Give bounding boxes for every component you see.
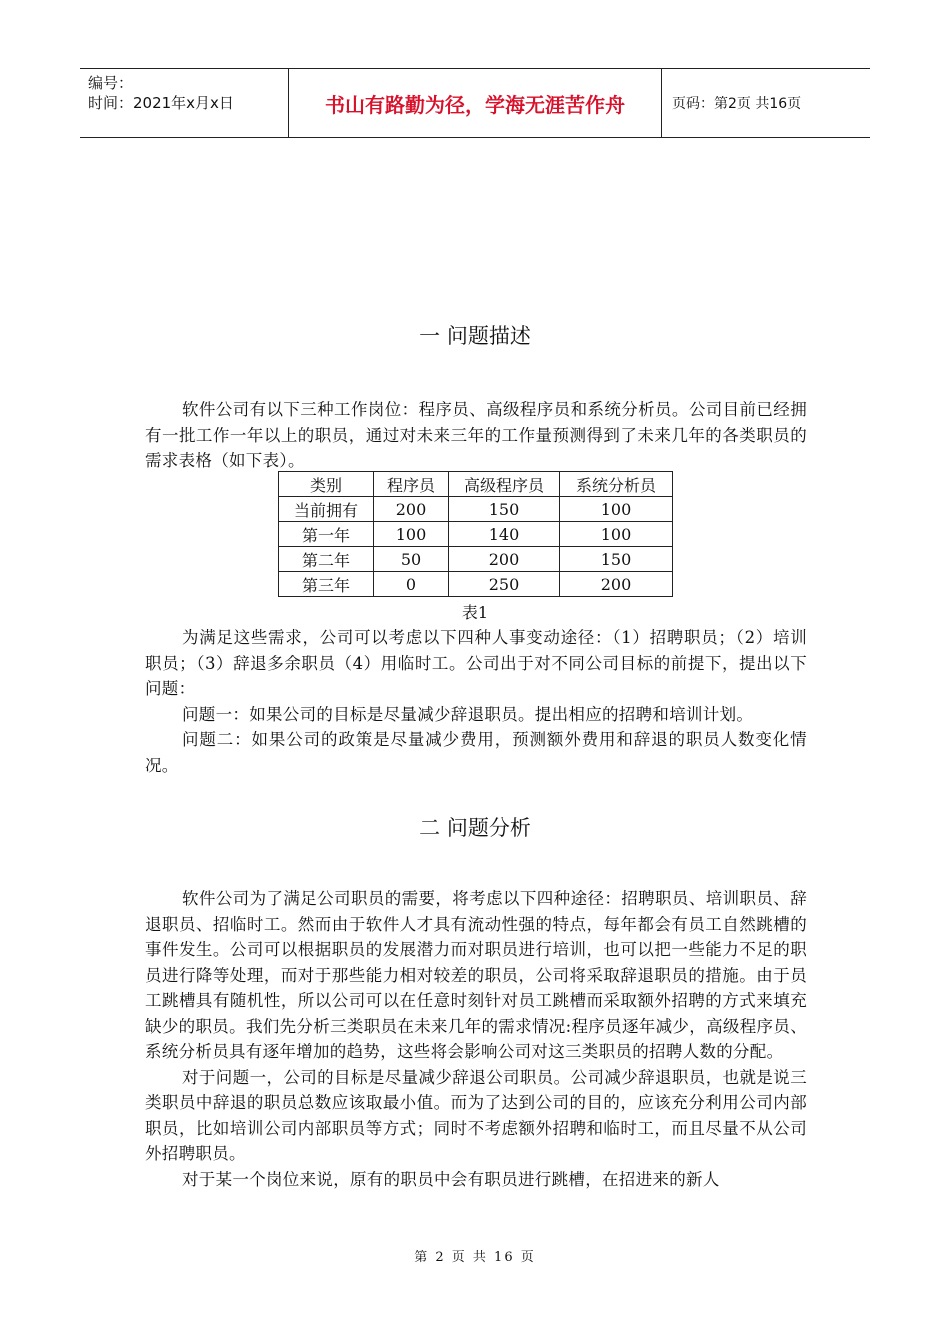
problem-one-analysis: 对于问题一，公司的目标是尽量减少辞退公司职员。公司减少辞退职员，也就是说三类职员中辞退的职员总数应该取最小值。而为了达到公司的目的，应该充分利用公司内部职员，比如培训公司内部职员等方式；同时不考虑额外招聘和临时工，而且尽量不从公司外招聘职员。 [145,1067,807,1163]
table-header-cell: 类别 [279,472,374,497]
table-cell: 第一年 [279,522,374,547]
table-row [279,522,673,547]
time-label: 时间：2021年x月x日 [88,94,234,112]
table-cell: 150 [560,547,673,572]
table-cell: 100 [560,522,673,547]
number-label: 编号： [88,74,134,92]
table-header-cell: 程序员 [374,472,449,497]
table-cell: 第二年 [279,547,374,572]
table-cell: 第三年 [279,572,374,597]
table-row [279,572,673,597]
question-two: 问题二：如果公司的政策是尽量减少费用，预测额外费用和辞退的职员人数变化情况。 [145,730,807,775]
table-cell: 200 [560,572,673,597]
table-cell: 0 [374,572,449,597]
page-footer: 第 2 页 共 16 页 [414,1250,536,1265]
table-header-cell: 高级程序员 [449,472,560,497]
table-cell: 当前拥有 [279,497,374,522]
table-header-row [279,472,673,497]
table-cell: 150 [449,497,560,522]
section-title-problem-description: 一 问题描述 [419,324,531,348]
table-cell: 140 [449,522,560,547]
table-row [279,547,673,572]
section2-body [145,886,807,1192]
table-cell: 250 [449,572,560,597]
intro-paragraph [145,397,807,474]
header-motto: 书山有路勤为径，学海无涯苦作舟 [289,69,662,137]
table-cell: 50 [374,547,449,572]
section1-body [145,625,807,778]
document-header [80,68,870,138]
table-row [279,497,673,522]
table-caption: 表1 [461,603,489,622]
table-cell: 100 [374,522,449,547]
table-cell: 200 [374,497,449,522]
position-analysis: 对于某一个岗位来说，原有的职员中会有职员进行跳槽，在招进来的新人 [182,1169,720,1189]
header-page-info: 页码：第2页 共16页 [672,96,802,112]
intro-text: 软件公司有以下三种工作岗位：程序员、高级程序员和系统分析员。公司目前已经拥有一批工作一年以上的职员，通过对未来三年的工作量预测得到了未来几年的各类职员的需求表格（如下表）。 [145,400,807,470]
analysis-paragraph: 软件公司为了满足公司职员的需要，将考虑以下四种途径：招聘职员、培训职员、辞退职员、招临时工。然而由于软件人才具有流动性强的特点，每年都会有员工自然跳槽的事件发生。公司可以根据职员的发展潜力而对职员进行培训，也可以把一些能力不足的职员进行降等处理，而对于那些能力相对较差的职员，公司将采取辞退职员的措施。由于员工跳槽具有随机性，所以公司可以在任意时刻针对员工跳槽而采取额外招聘的方式来填充缺少的职员。我们先分析三类职员在未来几年的需求情况:程序员逐年减少，高级程序员、系统分析员具有逐年增加的趋势，这些将会影响公司对这三类职员的招聘人数的分配。 [145,889,807,1061]
measures-paragraph: 为满足这些需求，公司可以考虑以下四种人事变动途径：（1）招聘职员；（2）培训职员；（3）辞退多余职员（4）用临时工。公司出于对不同公司目标的前提下，提出以下问题： [145,628,807,698]
staff-demand-table [278,471,673,597]
section-title-problem-analysis: 二 问题分析 [419,816,531,840]
header-meta [80,69,289,137]
table-header-cell: 系统分析员 [560,472,673,497]
question-one: 问题一：如果公司的目标是尽量减少辞退职员。提出相应的招聘和培训计划。 [182,704,754,724]
table-cell: 200 [449,547,560,572]
table-cell: 100 [560,497,673,522]
